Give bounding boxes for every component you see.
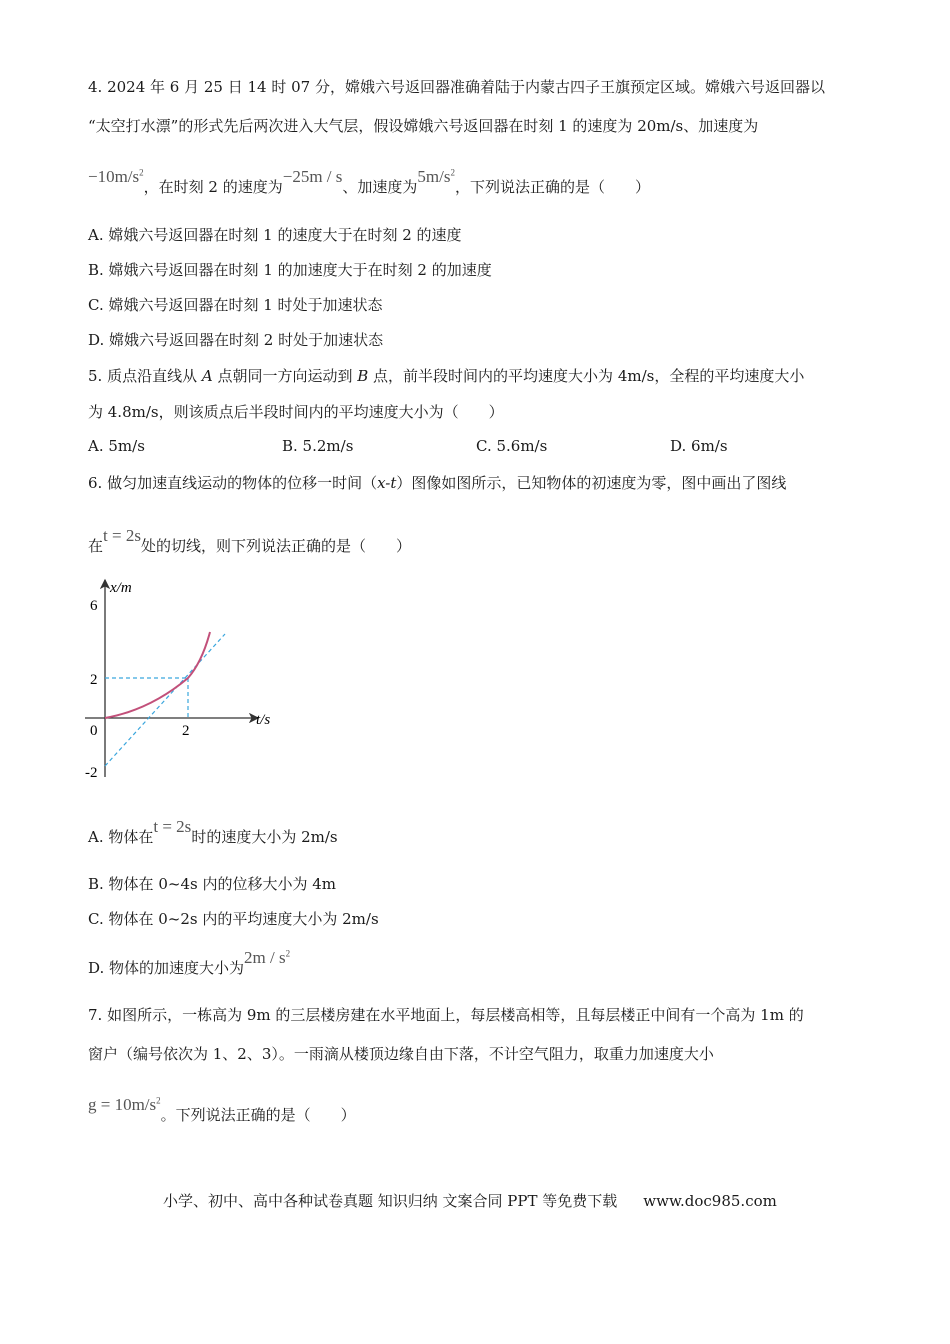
q6-line-1: 6. 做匀加速直线运动的物体的位移一时间（x-t）图像如图所示，已知物体的初速度为零，图中画出了图线 <box>88 474 787 492</box>
q4-option-d: D. 嫦娥六号返回器在时刻 2 时处于加速状态 <box>88 331 384 349</box>
q7-line-3: $g = 10m/s^2$。下列说法正确的是（ ） <box>88 1095 356 1124</box>
q4-line-1: 4. 2024 年 6 月 25 日 14 时 07 分，嫦娥六号返回器准确着陆于内蒙古四子王旗预定区域。嫦娥六号返回器以 <box>88 78 825 96</box>
q5-option-c: C. 5.6m/s <box>476 437 548 455</box>
footer-url[interactable]: www.doc985.com <box>643 1192 777 1210</box>
q4-text-b: 、加速度为 <box>342 178 418 196</box>
q5-line-2: 为 4.8m/s，则该质点后半段时间内的平均速度大小为（ ） <box>88 403 504 421</box>
q5-line-1: 5. 质点沿直线从 A 点朝同一方向运动到 B 点，前半段时间内的平均速度大小为 4m/s，全程的平均速度大小 <box>88 367 805 385</box>
q6-option-d-math: $2m / s^2$ <box>244 948 291 967</box>
q6-option-a-math: t = 2s <box>153 817 192 836</box>
q6-xt-label: x-t <box>377 474 397 492</box>
y-axis-label: x/m <box>110 580 132 596</box>
footer-text: 小学、初中、高中各种试卷真题 知识归纳 文案合同 PPT 等免费下载 <box>163 1192 618 1210</box>
tick-y-neg2: -2 <box>85 765 98 781</box>
page-footer <box>163 1190 777 1211</box>
q4-text-a: ，在时刻 2 的速度为 <box>143 178 283 196</box>
q7-line-2: 窗户（编号依次为 1、2、3）。一雨滴从楼顶边缘自由下落，不计空气阻力，取重力加速度大小 <box>88 1045 714 1063</box>
tick-origin: 0 <box>90 723 98 739</box>
tick-y-6: 6 <box>90 598 98 614</box>
q7-line-1: 7. 如图所示，一栋高为 9m 的三层楼房建在水平地面上，每层楼高相等，且每层楼正中间有一个高为 1m 的 <box>88 1006 804 1024</box>
q6-option-c: C. 物体在 0~2s 内的平均速度大小为 2m/s <box>88 910 379 928</box>
q5-option-b: B. 5.2m/s <box>282 437 354 455</box>
q4-option-b: B. 嫦娥六号返回器在时刻 1 的加速度大于在时刻 2 的加速度 <box>88 261 492 279</box>
x-axis-label: t/s <box>256 712 271 728</box>
q7-gravity-math: $g = 10m/s^2$ <box>88 1095 161 1114</box>
tick-y-2: 2 <box>90 672 98 688</box>
q4-text-c: ，下列说法正确的是（ ） <box>454 178 650 196</box>
xt-graph <box>80 572 280 792</box>
q5-option-d: D. 6m/s <box>670 437 728 455</box>
tangent-line <box>105 634 225 766</box>
q6-option-d: D. 物体的加速度大小为$2m / s^2$ <box>88 948 291 977</box>
xt-curve <box>105 632 210 718</box>
q5-option-a: A. 5m/s <box>88 437 145 455</box>
q4-accel-1-math: $-10m/s^2$ <box>88 167 144 186</box>
q4-line-2: “太空打水漂”的形式先后两次进入大气层，假设嫦娥六号返回器在时刻 1 的速度为 20m/s、加速度为 <box>88 117 759 135</box>
q6-option-b: B. 物体在 0~4s 内的位移大小为 4m <box>88 875 336 893</box>
q4-velocity-2-math: −25m / s <box>282 167 343 186</box>
q6-time-math: t = 2s <box>103 526 141 545</box>
q5-point-b: B <box>357 367 369 385</box>
q6-line-2: 在t = 2s处的切线，则下列说法正确的是（ ） <box>88 526 411 555</box>
q4-option-c: C. 嫦娥六号返回器在时刻 1 时处于加速状态 <box>88 296 383 314</box>
q6-option-a: A. 物体在t = 2s时的速度大小为 2m/s <box>88 817 338 846</box>
q4-accel-2-math: $5m/s^2$ <box>417 167 455 186</box>
q5-point-a: A <box>201 367 213 385</box>
q4-option-a: A. 嫦娥六号返回器在时刻 1 的速度大于在时刻 2 的速度 <box>88 226 462 244</box>
tick-x-2: 2 <box>182 723 190 739</box>
q4-line-3 <box>88 167 650 197</box>
